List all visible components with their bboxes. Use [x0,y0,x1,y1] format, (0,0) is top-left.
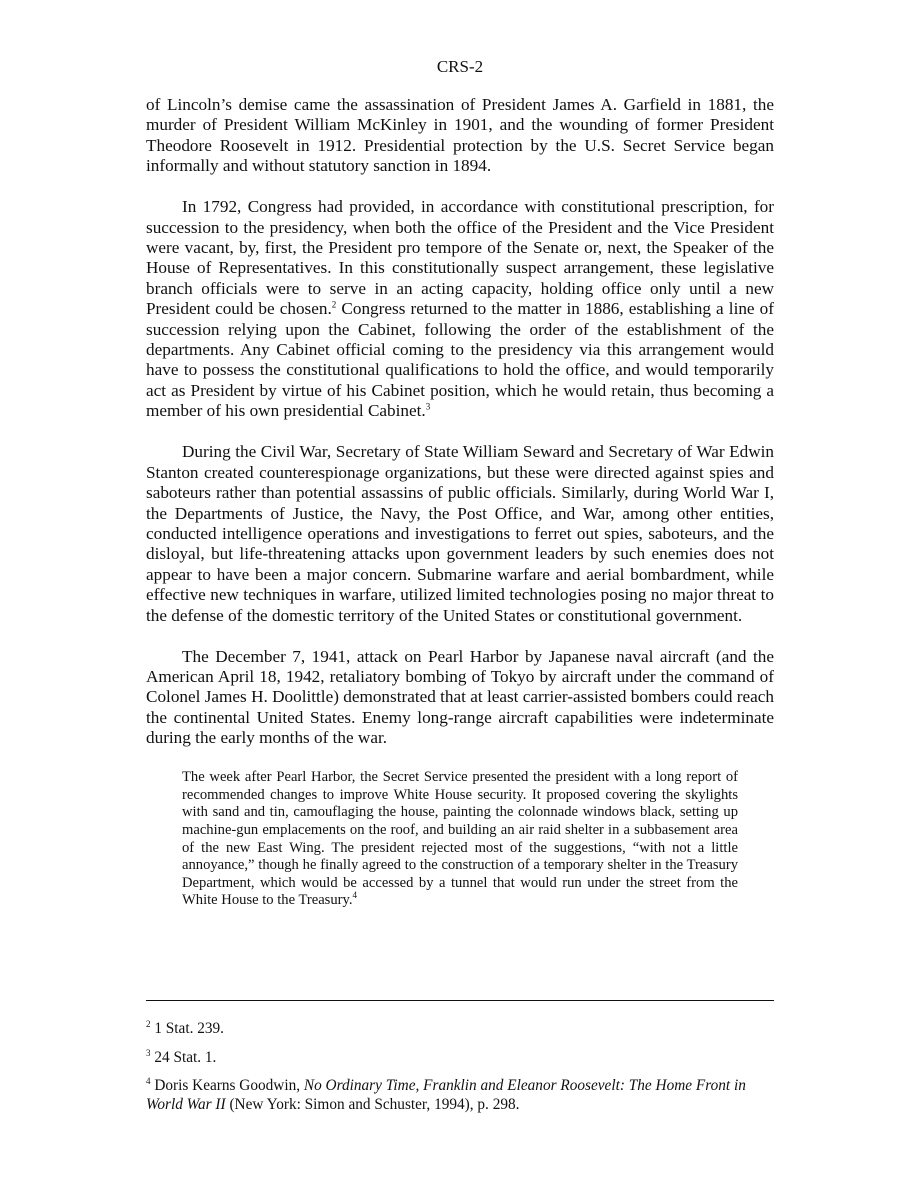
footnote-ref-3[interactable]: 3 [425,401,431,412]
footnote-3 [146,1049,774,1068]
document-body [146,95,774,910]
footnote-4 [146,1077,774,1114]
footnote-divider [146,1000,774,1001]
footnotes [146,1020,774,1124]
footnote-2-text: 1 Stat. 239. [150,1020,225,1037]
paragraph-4-text: The December 7, 1941, attack on Pearl Harbor by Japanese naval aircraft (and the American April 18, 1942, retaliatory bombing of Tokyo by aircraft under the command of Colonel James H. Doolittle) demonstrated that at least carrier-assisted bombers could reach the continental United States. Enemy long-range aircraft capabilities were indeterminate during the early months of the war. [146,646,774,748]
paragraph-2 [146,197,774,421]
footnote-4-rest: (New York: Simon and Schuster, 1994), p. 298. [225,1095,520,1113]
footnote-ref-4[interactable]: 4 [352,890,358,901]
block-quote [182,769,738,910]
paragraph-2-text-b: Congress returned to the matter in 1886, establishing a line of succession relying upon the Cabinet, following the order of the establishment of the departments. Any Cabinet official coming to the presidency via this arrangement would have to possess the constitutional qualifications to hold the office, and would temporarily act as President by virtue of his Cabinet position, which he would retain, thus becoming a member of his own presidential Cabinet. [146,299,775,421]
paragraph-2-text-a: In 1792, Congress had provided, in accordance with constitutional prescription, for succession to the presidency, when both the office of the President and the Vice President were vacant, by, first, the President pro tempore of the Senate or, next, the Speaker of the House of Representatives. In this constitutionally suspect arrangement, these legislative branch officials were to serve in an acting capacity, holding office only until a new President could be chosen. [146,197,774,319]
footnote-2 [146,1020,774,1039]
footnote-3-text: 24 Stat. 1. [150,1048,217,1066]
footnote-4-author: Doris Kearns Goodwin, [150,1077,304,1094]
footnote-4-title: No Ordinary Time, Franklin and Eleanor Roosevelt: The Home Front in World War II [146,1077,746,1113]
paragraph-1-text: of Lincoln’s demise came the assassination of President James A. Garfield in 1881, the murder of President William McKinley in 1901, and the wounding of former President Theodore Roosevelt in 1912. Presidential protection by the U.S. Secret Service began informally and without statutory sanction in 1894. [146,95,774,176]
footnote-3-number: 3 [146,1047,151,1058]
paragraph-3-text: During the Civil War, Secretary of State William Seward and Secretary of War Edwin Stanton created counterespionage organizations, but these were directed against spies and saboteurs rather than potential assassins of public officials. Similarly, during World War I, the Departments of Justice, the Navy, the Post Office, and War, among other entities, conducted intelligence operations and investigations to ferret out spies, saboteurs, and the disloyal, but life-threatening attacks upon government leaders by such enemies does not appear to have been a major concern. Submarine warfare and aerial bombardment, while effective new techniques in warfare, utilized limited technologies posing no major threat to the defense of the domestic territory of the United States or constitutional government. [146,442,774,625]
footnote-2-number: 2 [146,1018,151,1029]
footnote-ref-2[interactable]: 2 [331,299,337,310]
paragraph-3 [146,442,774,626]
paragraph-4 [146,647,774,749]
page-number: CRS-2 [436,57,484,76]
footnote-4-number: 4 [146,1075,151,1086]
page-header [146,57,774,77]
paragraph-1 [146,95,774,177]
block-quote-text: The week after Pearl Harbor, the Secret Service presented the president with a long report of recommended changes to improve White House security. It proposed covering the skylights with sand and tin, camouflaging the house, painting the colonnade windows black, setting up machine-gun emplacements on the roof, and building an air raid shelter in a subbasement area of the new East Wing. The president rejected most of the suggestions, “with not a little annoyance,” though he finally agreed to the construction of a temporary shelter in the Treasury Department, which would be accessed by a tunnel that would run under the street from the White House to the Treasury. [182,769,738,909]
